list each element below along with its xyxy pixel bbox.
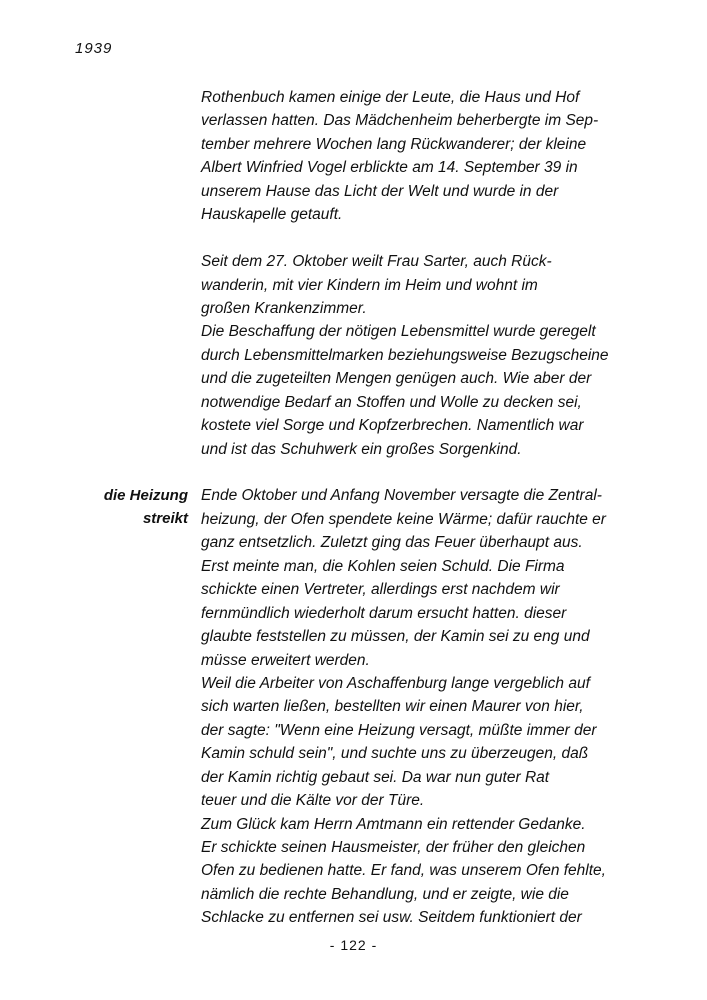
text-line: notwendige Bedarf an Stoffen und Wolle zu decken sei,	[201, 393, 582, 411]
text-line: Erst meinte man, die Kohlen seien Schuld. Die Firma	[201, 557, 565, 575]
text-line: Hauskapelle getauft.	[201, 206, 343, 224]
text-line: der sagte: "Wenn eine Heizung versagt, müßte immer der	[201, 721, 597, 739]
text-line: verlassen hatten. Das Mädchenheim beherbergte im Sep-	[201, 112, 599, 130]
text-line: Albert Winfried Vogel erblickte am 14. September 39 in	[201, 159, 578, 177]
text-line: Kamin schuld sein", und suchte uns zu überzeugen, daß	[201, 745, 589, 763]
page-year-header: 1939	[75, 40, 113, 57]
text-line: großen Krankenzimmer.	[201, 299, 367, 317]
text-line: und die zugeteilten Mengen genügen auch. Wie aber der	[201, 370, 592, 388]
text-line: kostete viel Sorge und Kopfzerbrechen. Namentlich war	[201, 417, 584, 435]
blank-line	[201, 227, 609, 250]
text-line: Er schickte seinen Hausmeister, der früher den gleichen	[201, 839, 586, 856]
text-line: sich warten ließen, bestellten wir einen Maurer von hier,	[201, 698, 584, 716]
text-line: Schlacke zu entfernen sei usw. Seitdem funktioniert der	[201, 909, 582, 927]
text-line: Zum Glück kam Herrn Amtmann ein rettender Gedanke.	[201, 815, 586, 833]
margin-note-line: streikt	[142, 510, 188, 528]
text-line: teuer und die Kälte vor der Türe.	[201, 792, 425, 810]
margin-note	[104, 484, 188, 531]
text-line: der Kamin richtig gebaut sei. Da war nun guter Rat	[201, 768, 550, 786]
text-line: wanderin, mit vier Kindern im Heim und wohnt im	[201, 276, 538, 294]
text-line: und ist das Schuhwerk ein großes Sorgenkind.	[201, 440, 522, 458]
text-line: nämlich die rechte Behandlung, und er zeigte, wie die	[201, 885, 569, 903]
margin-note-line: die Heizung	[103, 487, 188, 504]
text-line: Weil die Arbeiter von Aschaffenburg lange vergeblich auf	[201, 674, 590, 692]
page-number: - 122 -	[329, 937, 378, 953]
document-body	[201, 86, 609, 930]
text-line: glaubte feststellen zu müssen, der Kamin sei zu eng und	[201, 628, 590, 646]
text-line: Seit dem 27. Oktober weilt Frau Sarter, auch Rück-	[201, 253, 552, 271]
text-line: müsse erweitert werden.	[201, 651, 370, 669]
text-line: unserem Hause das Licht der Welt und wurde in der	[201, 182, 559, 200]
text-line: fernmündlich wiederholt darum ersucht hatten. dieser	[201, 604, 567, 622]
text-line: ganz entsetzlich. Zuletzt ging das Feuer überhaupt aus.	[201, 534, 583, 552]
text-line: heizung, der Ofen spendete keine Wärme; dafür rauchte er	[201, 510, 606, 528]
text-line: durch Lebensmittelmarken beziehungsweise Bezugscheine	[201, 346, 609, 364]
text-line: Ofen zu bedienen hatte. Er fand, was unserem Ofen fehlte,	[201, 862, 606, 880]
text-line: schickte einen Vertreter, allerdings erst nachdem wir	[201, 581, 560, 599]
text-line: tember mehrere Wochen lang Rückwanderer; der kleine	[201, 135, 587, 153]
text-line: Rothenbuch kamen einige der Leute, die Haus und Hof	[201, 89, 580, 106]
blank-line	[201, 461, 609, 484]
text-line: Die Beschaffung der nötigen Lebensmittel wurde geregelt	[201, 323, 596, 341]
text-line: Ende Oktober und Anfang November versagte die Zentral-	[201, 487, 602, 505]
